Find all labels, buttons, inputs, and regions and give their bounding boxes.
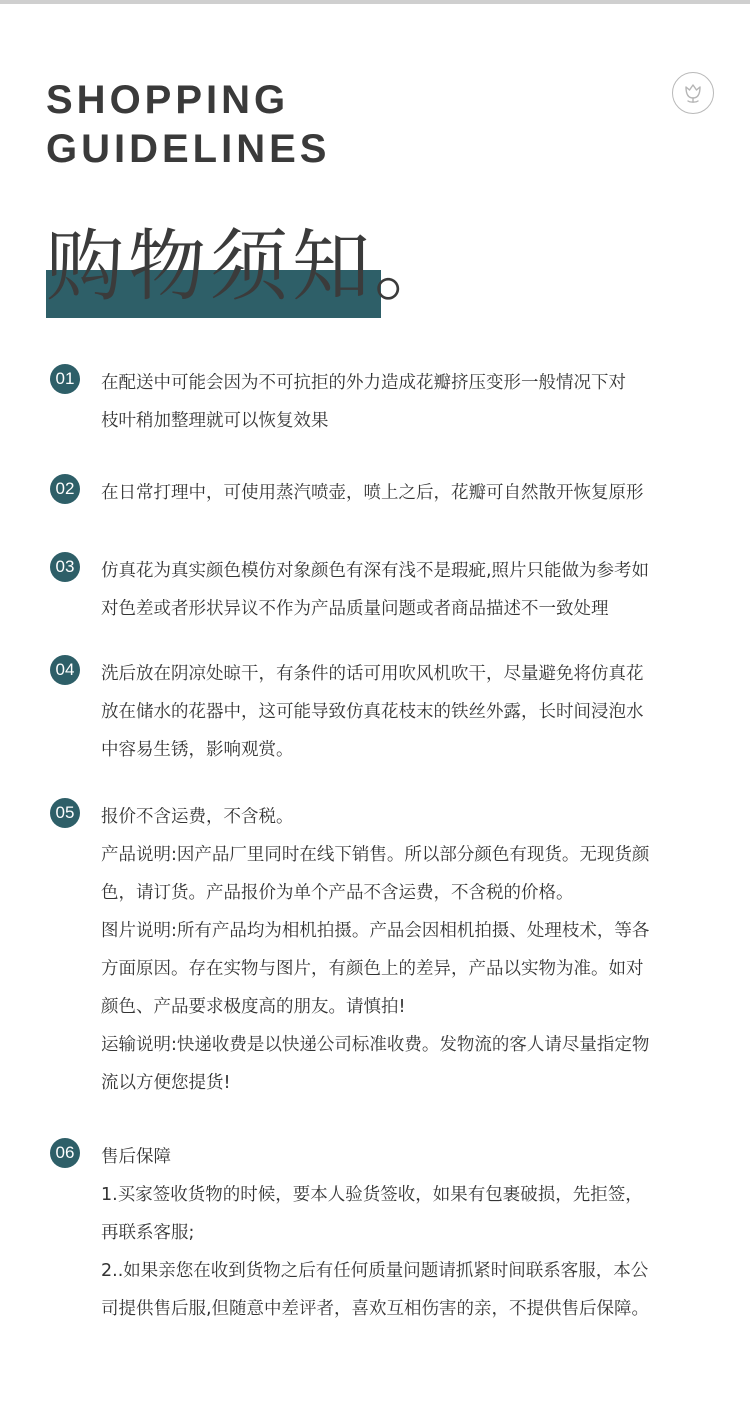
item-text-line: 洗后放在阴凉处晾干，有条件的话可用吹风机吹干，尽量避免将仿真花: [101, 664, 644, 684]
item-text-line: 方面原因。存在实物与图片，有颜色上的差异，产品以实物为准。如对: [101, 959, 644, 979]
english-title: [46, 76, 330, 174]
item-text-line: 颜色、产品要求极度高的朋友。请慎拍!: [101, 997, 406, 1017]
item-text-line: 售后保障: [101, 1147, 171, 1167]
item-number-badge: 04: [50, 655, 80, 685]
item-text-line: 色，请订货。产品报价为单个产品不含运费，不含税的价格。: [101, 883, 574, 903]
top-divider: [0, 0, 750, 4]
item-text-line: 运输说明:快递收费是以快递公司标准收费。发物流的客人请尽量指定物: [101, 1035, 650, 1055]
english-title-line-2: GUIDELINES: [46, 127, 331, 171]
item-number-badge: 01: [50, 364, 80, 394]
item-text-line: 枝叶稍加整理就可以恢复效果: [101, 411, 329, 431]
item-number-badge: 03: [50, 552, 80, 582]
item-text-line: 报价不含运费，不含税。: [101, 807, 294, 827]
item-text: [101, 474, 731, 512]
chinese-title: 购物须知。: [46, 222, 457, 312]
item-text-line: 流以方便您提货!: [101, 1073, 231, 1093]
item-text-line: 放在储水的花器中，这可能导致仿真花枝末的铁丝外露，长时间浸泡水: [101, 702, 644, 722]
item-text-line: 产品说明:因产品厂里同时在线下销售。所以部分颜色有现货。无现货颜: [101, 845, 650, 865]
item-text: [101, 364, 731, 440]
item-text-line: 2..如果亲您在收到货物之后有任何质量问题请抓紧时间联系客服，本公: [101, 1261, 649, 1281]
item-text-line: 仿真花为真实颜色模仿对象颜色有深有浅不是瑕疵,照片只能做为参考如: [101, 561, 650, 581]
item-text-line: 在日常打理中，可使用蒸汽喷壶，喷上之后，花瓣可自然散开恢复原形: [101, 483, 644, 503]
item-text: [101, 1138, 731, 1328]
item-number-badge: 06: [50, 1138, 80, 1168]
item-text: [101, 798, 731, 1102]
item-text-line: 对色差或者形状异议不作为产品质量问题或者商品描述不一致处理: [101, 599, 609, 619]
item-number-badge: 02: [50, 474, 80, 504]
tulip-icon: [672, 72, 714, 114]
item-text-line: 司提供售后服,但随意中差评者，喜欢互相伤害的亲，不提供售后保障。: [101, 1299, 650, 1319]
item-text-line: 1.买家签收货物的时候，要本人验货签收，如果有包裹破损，先拒签，: [101, 1185, 643, 1205]
english-title-line-1: SHOPPING: [46, 78, 290, 122]
item-number-badge: 05: [50, 798, 80, 828]
item-text-line: 中容易生锈，影响观赏。: [101, 740, 294, 760]
item-text-line: 在配送中可能会因为不可抗拒的外力造成花瓣挤压变形一般情况下对: [101, 373, 626, 393]
item-text-line: 再联系客服;: [101, 1223, 195, 1243]
item-text-line: 图片说明:所有产品均为相机拍摄。产品会因相机拍摄、处理枝术，等各: [101, 921, 650, 941]
chinese-title-block: [46, 222, 457, 322]
item-text: [101, 655, 731, 769]
item-text: [101, 552, 731, 628]
